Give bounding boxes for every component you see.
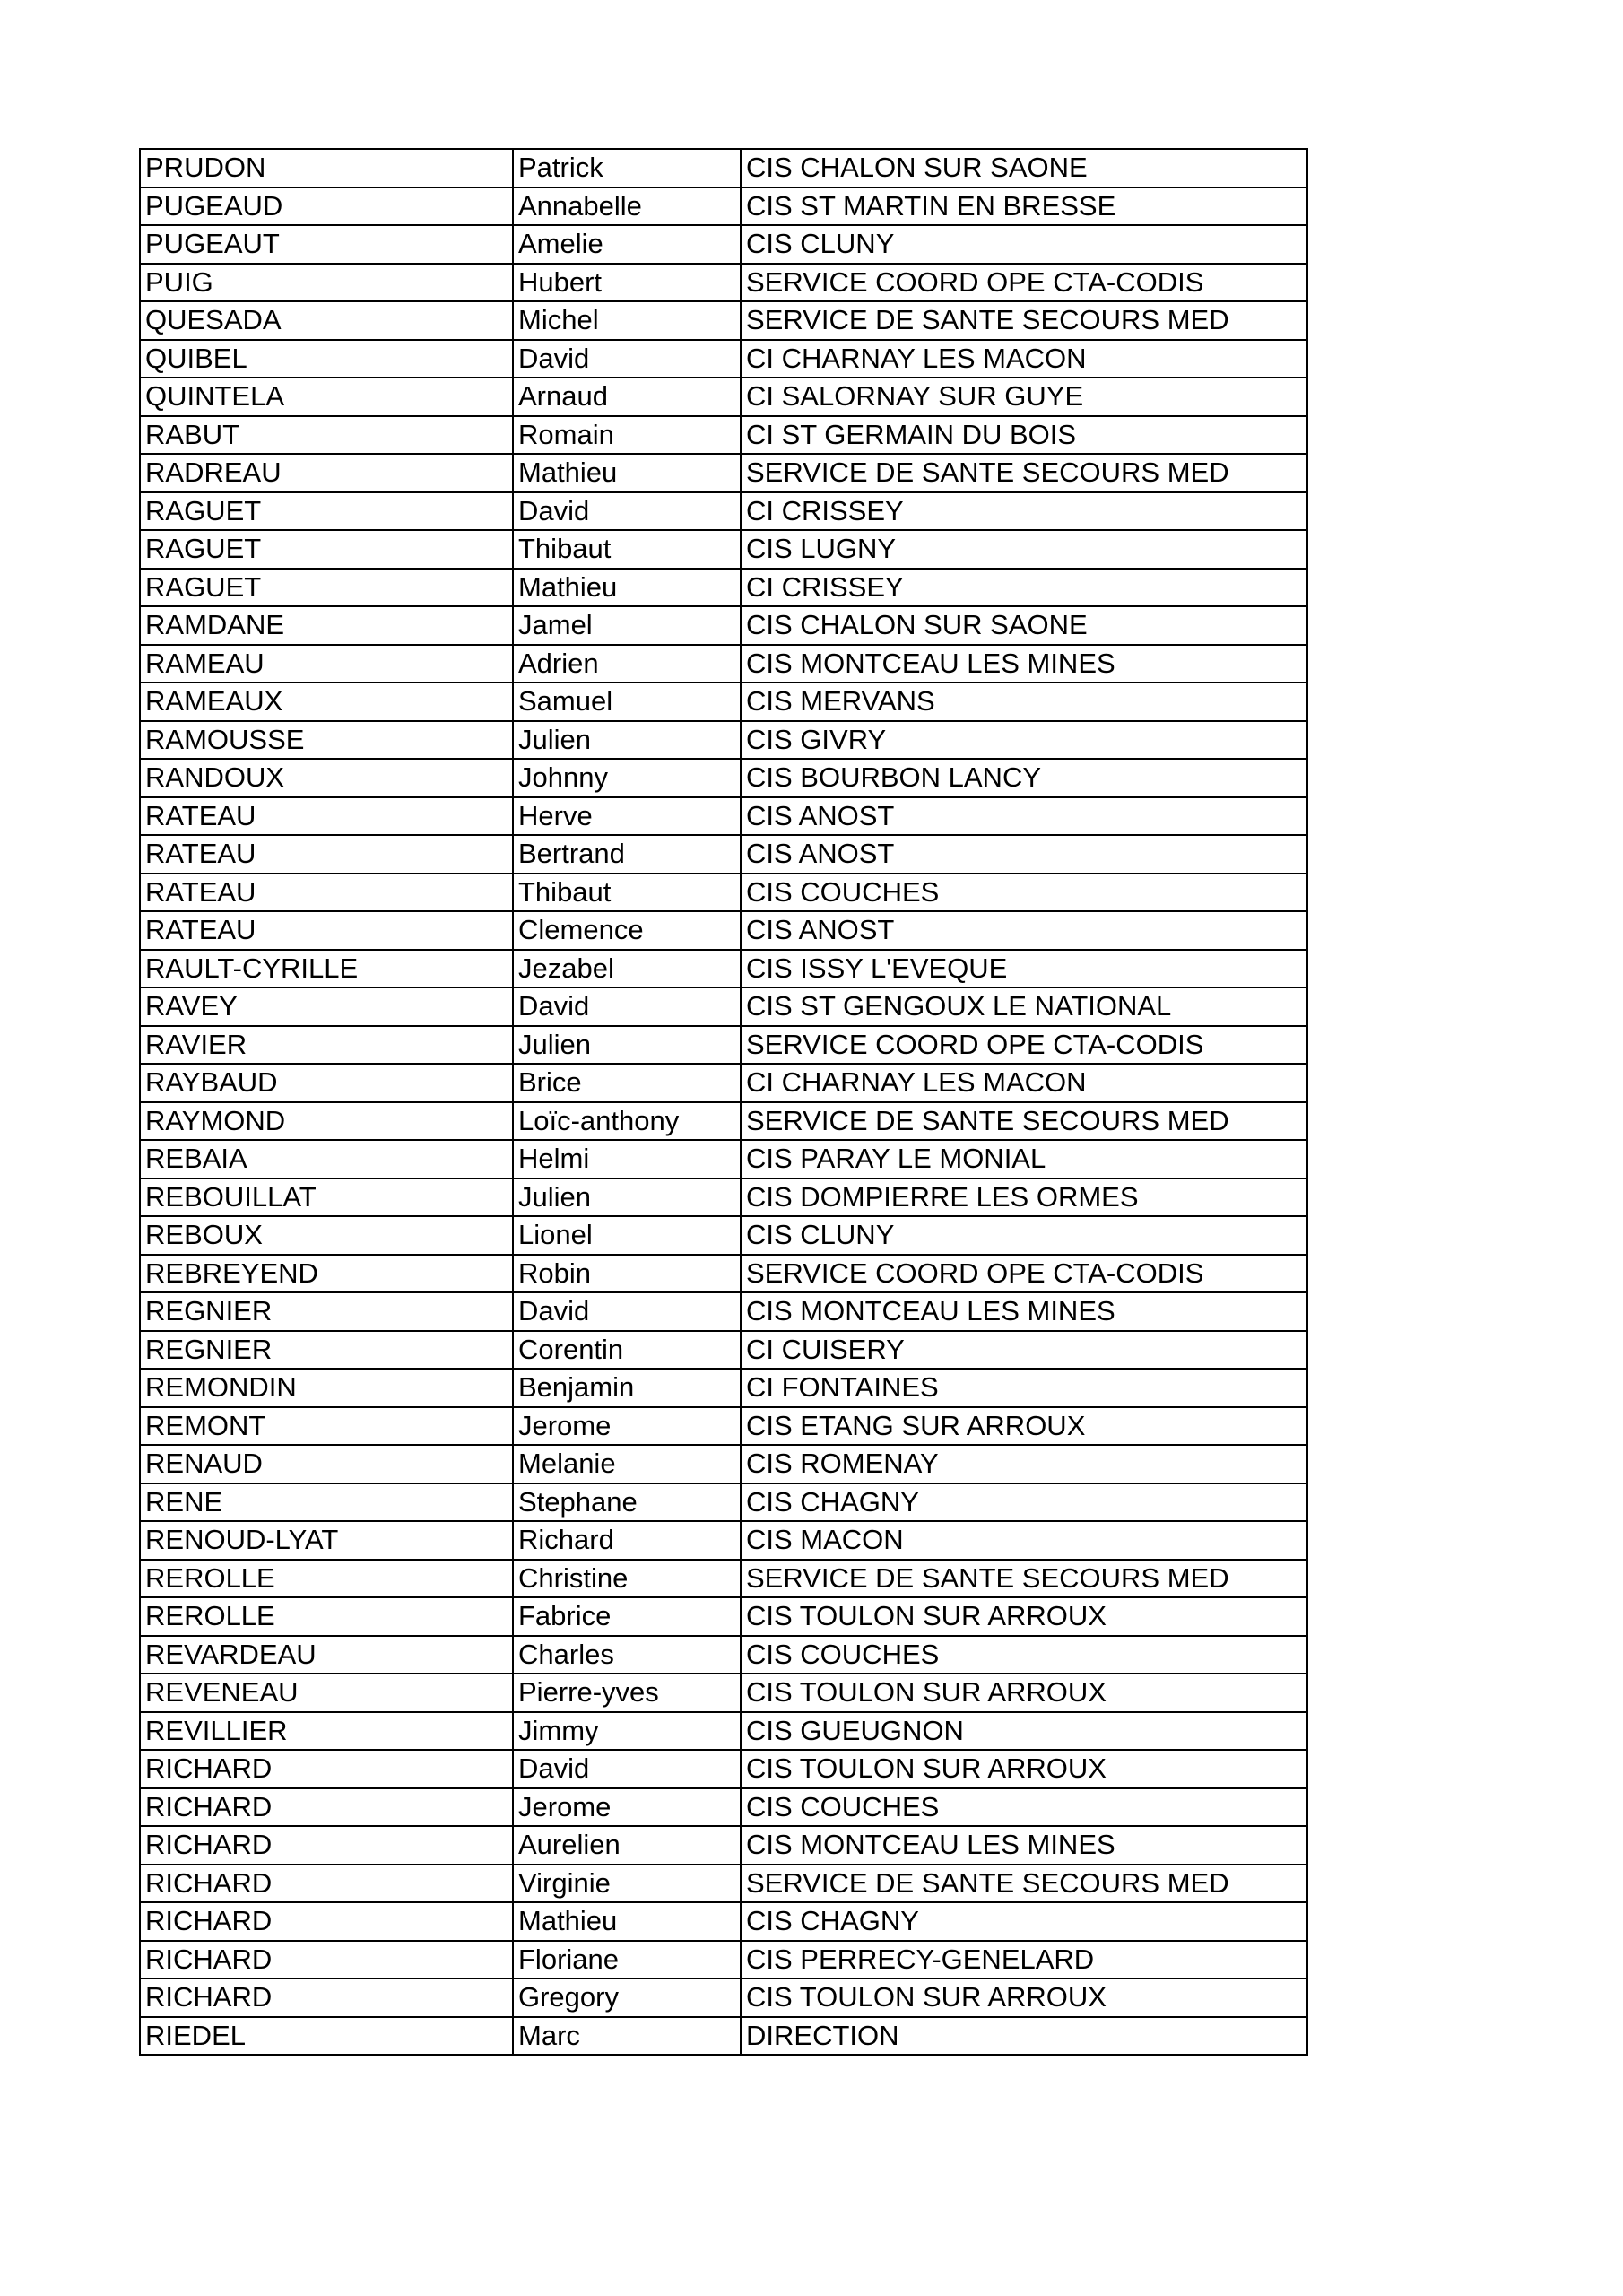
unit-cell: CI ST GERMAIN DU BOIS (741, 416, 1307, 455)
unit-cell: DIRECTION (741, 2017, 1307, 2056)
unit-cell: CI CHARNAY LES MACON (741, 340, 1307, 378)
table-row (140, 1445, 1307, 1483)
unit-cell: CIS CLUNY (741, 1216, 1307, 1255)
first-name-cell: Thibaut (513, 530, 741, 569)
last-name-cell: RABUT (140, 416, 513, 455)
table-row (140, 1483, 1307, 1522)
table-row (140, 454, 1307, 492)
table-row (140, 835, 1307, 874)
table-row (140, 1674, 1307, 1712)
unit-cell: SERVICE DE SANTE SECOURS MED (741, 1102, 1307, 1141)
unit-cell: CIS MONTCEAU LES MINES (741, 1292, 1307, 1331)
unit-cell: CIS COUCHES (741, 874, 1307, 912)
table-row (140, 1712, 1307, 1751)
last-name-cell: RICHARD (140, 1750, 513, 1788)
table-row (140, 301, 1307, 340)
first-name-cell: Amelie (513, 225, 741, 264)
unit-cell: CIS TOULON SUR ARROUX (741, 1674, 1307, 1712)
first-name-cell: Julien (513, 721, 741, 760)
last-name-cell: RAVEY (140, 987, 513, 1026)
unit-cell: CIS TOULON SUR ARROUX (741, 1979, 1307, 2017)
table-row (140, 1941, 1307, 1979)
last-name-cell: RATEAU (140, 911, 513, 950)
unit-cell: CIS ST MARTIN EN BRESSE (741, 187, 1307, 226)
first-name-cell: Mathieu (513, 454, 741, 492)
table-row (140, 1331, 1307, 1370)
unit-cell: CIS ANOST (741, 911, 1307, 950)
unit-cell: SERVICE DE SANTE SECOURS MED (741, 301, 1307, 340)
table-row (140, 987, 1307, 1026)
first-name-cell: Thibaut (513, 874, 741, 912)
last-name-cell: REVARDEAU (140, 1636, 513, 1674)
table-row (140, 606, 1307, 645)
roster-body (140, 149, 1307, 2055)
first-name-cell: Christine (513, 1560, 741, 1598)
unit-cell: CIS CHALON SUR SAONE (741, 149, 1307, 187)
unit-cell: CI SALORNAY SUR GUYE (741, 378, 1307, 416)
last-name-cell: QUINTELA (140, 378, 513, 416)
last-name-cell: REMONDIN (140, 1369, 513, 1407)
unit-cell: CIS ST GENGOUX LE NATIONAL (741, 987, 1307, 1026)
unit-cell: SERVICE DE SANTE SECOURS MED (741, 454, 1307, 492)
first-name-cell: Helmi (513, 1140, 741, 1178)
table-row (140, 225, 1307, 264)
table-row (140, 530, 1307, 569)
table-row (140, 1979, 1307, 2017)
unit-cell: CIS BOURBON LANCY (741, 759, 1307, 797)
table-row (140, 721, 1307, 760)
first-name-cell: Jimmy (513, 1712, 741, 1751)
table-row (140, 1902, 1307, 1941)
last-name-cell: RAULT-CYRILLE (140, 950, 513, 988)
last-name-cell: REBOUILLAT (140, 1178, 513, 1217)
table-row (140, 1560, 1307, 1598)
first-name-cell: Arnaud (513, 378, 741, 416)
unit-cell: CIS CLUNY (741, 225, 1307, 264)
unit-cell: SERVICE DE SANTE SECOURS MED (741, 1865, 1307, 1903)
unit-cell: CI CHARNAY LES MACON (741, 1064, 1307, 1102)
unit-cell: CI CUISERY (741, 1331, 1307, 1370)
unit-cell: CIS GUEUGNON (741, 1712, 1307, 1751)
table-row (140, 1292, 1307, 1331)
table-row (140, 950, 1307, 988)
table-row (140, 683, 1307, 721)
first-name-cell: David (513, 340, 741, 378)
first-name-cell: David (513, 1292, 741, 1331)
last-name-cell: RADREAU (140, 454, 513, 492)
table-row (140, 645, 1307, 683)
unit-cell: CIS ETANG SUR ARROUX (741, 1407, 1307, 1446)
last-name-cell: RAGUET (140, 530, 513, 569)
table-row (140, 416, 1307, 455)
last-name-cell: REBREYEND (140, 1255, 513, 1293)
first-name-cell: Julien (513, 1178, 741, 1217)
first-name-cell: Clemence (513, 911, 741, 950)
first-name-cell: Virginie (513, 1865, 741, 1903)
table-row (140, 340, 1307, 378)
first-name-cell: Annabelle (513, 187, 741, 226)
table-row (140, 1788, 1307, 1827)
last-name-cell: PRUDON (140, 149, 513, 187)
first-name-cell: Robin (513, 1255, 741, 1293)
last-name-cell: RAMEAUX (140, 683, 513, 721)
last-name-cell: REROLLE (140, 1597, 513, 1636)
last-name-cell: PUGEAUD (140, 187, 513, 226)
unit-cell: CIS PERRECY-GENELARD (741, 1941, 1307, 1979)
first-name-cell: Brice (513, 1064, 741, 1102)
first-name-cell: Floriane (513, 1941, 741, 1979)
first-name-cell: Patrick (513, 149, 741, 187)
last-name-cell: QUESADA (140, 301, 513, 340)
unit-cell: SERVICE DE SANTE SECOURS MED (741, 1560, 1307, 1598)
unit-cell: CIS MERVANS (741, 683, 1307, 721)
last-name-cell: REBOUX (140, 1216, 513, 1255)
last-name-cell: RATEAU (140, 835, 513, 874)
table-row (140, 797, 1307, 836)
unit-cell: CIS COUCHES (741, 1636, 1307, 1674)
unit-cell: CIS CHAGNY (741, 1902, 1307, 1941)
table-row (140, 1521, 1307, 1560)
unit-cell: SERVICE COORD OPE CTA-CODIS (741, 1026, 1307, 1065)
table-row (140, 759, 1307, 797)
unit-cell: SERVICE COORD OPE CTA-CODIS (741, 264, 1307, 302)
last-name-cell: PUIG (140, 264, 513, 302)
first-name-cell: Adrien (513, 645, 741, 683)
first-name-cell: Jezabel (513, 950, 741, 988)
table-row (140, 149, 1307, 187)
roster-table (139, 148, 1308, 2056)
last-name-cell: RAYBAUD (140, 1064, 513, 1102)
unit-cell: CIS COUCHES (741, 1788, 1307, 1827)
last-name-cell: RICHARD (140, 1902, 513, 1941)
first-name-cell: Melanie (513, 1445, 741, 1483)
table-row (140, 1178, 1307, 1217)
unit-cell: CIS CHAGNY (741, 1483, 1307, 1522)
last-name-cell: RICHARD (140, 1826, 513, 1865)
last-name-cell: RENOUD-LYAT (140, 1521, 513, 1560)
last-name-cell: REVENEAU (140, 1674, 513, 1712)
last-name-cell: REVILLIER (140, 1712, 513, 1751)
last-name-cell: RANDOUX (140, 759, 513, 797)
first-name-cell: David (513, 492, 741, 531)
first-name-cell: Stephane (513, 1483, 741, 1522)
unit-cell: CIS ANOST (741, 797, 1307, 836)
first-name-cell: Michel (513, 301, 741, 340)
unit-cell: CIS ANOST (741, 835, 1307, 874)
last-name-cell: REGNIER (140, 1292, 513, 1331)
first-name-cell: David (513, 1750, 741, 1788)
first-name-cell: Marc (513, 2017, 741, 2056)
first-name-cell: Mathieu (513, 569, 741, 607)
last-name-cell: REMONT (140, 1407, 513, 1446)
first-name-cell: Jerome (513, 1407, 741, 1446)
unit-cell: CIS CHALON SUR SAONE (741, 606, 1307, 645)
first-name-cell: Johnny (513, 759, 741, 797)
last-name-cell: RAVIER (140, 1026, 513, 1065)
first-name-cell: Hubert (513, 264, 741, 302)
last-name-cell: RAMEAU (140, 645, 513, 683)
first-name-cell: Loïc-anthony (513, 1102, 741, 1141)
last-name-cell: RICHARD (140, 1788, 513, 1827)
last-name-cell: RIEDEL (140, 2017, 513, 2056)
table-row (140, 1826, 1307, 1865)
unit-cell: CI CRISSEY (741, 492, 1307, 531)
first-name-cell: Julien (513, 1026, 741, 1065)
table-row (140, 492, 1307, 531)
table-row (140, 1216, 1307, 1255)
unit-cell: CIS PARAY LE MONIAL (741, 1140, 1307, 1178)
last-name-cell: RATEAU (140, 874, 513, 912)
last-name-cell: REBAIA (140, 1140, 513, 1178)
table-row (140, 1407, 1307, 1446)
unit-cell: CIS DOMPIERRE LES ORMES (741, 1178, 1307, 1217)
first-name-cell: Aurelien (513, 1826, 741, 1865)
first-name-cell: Bertrand (513, 835, 741, 874)
table-row (140, 1026, 1307, 1065)
first-name-cell: Corentin (513, 1331, 741, 1370)
last-name-cell: RAYMOND (140, 1102, 513, 1141)
last-name-cell: RENE (140, 1483, 513, 1522)
last-name-cell: RENAUD (140, 1445, 513, 1483)
unit-cell: CIS TOULON SUR ARROUX (741, 1597, 1307, 1636)
first-name-cell: Jerome (513, 1788, 741, 1827)
unit-cell: SERVICE COORD OPE CTA-CODIS (741, 1255, 1307, 1293)
first-name-cell: Samuel (513, 683, 741, 721)
unit-cell: CIS ROMENAY (741, 1445, 1307, 1483)
first-name-cell: Charles (513, 1636, 741, 1674)
table-row (140, 1255, 1307, 1293)
table-row (140, 1102, 1307, 1141)
table-row (140, 1636, 1307, 1674)
table-row (140, 874, 1307, 912)
table-row (140, 264, 1307, 302)
unit-cell: CIS GIVRY (741, 721, 1307, 760)
last-name-cell: QUIBEL (140, 340, 513, 378)
unit-cell: CIS MONTCEAU LES MINES (741, 1826, 1307, 1865)
table-row (140, 2017, 1307, 2056)
first-name-cell: Richard (513, 1521, 741, 1560)
last-name-cell: RICHARD (140, 1865, 513, 1903)
last-name-cell: RAGUET (140, 492, 513, 531)
unit-cell: CIS ISSY L'EVEQUE (741, 950, 1307, 988)
first-name-cell: Fabrice (513, 1597, 741, 1636)
unit-cell: CIS MONTCEAU LES MINES (741, 645, 1307, 683)
last-name-cell: RAMDANE (140, 606, 513, 645)
last-name-cell: RATEAU (140, 797, 513, 836)
table-row (140, 187, 1307, 226)
first-name-cell: Benjamin (513, 1369, 741, 1407)
unit-cell: CIS MACON (741, 1521, 1307, 1560)
unit-cell: CI CRISSEY (741, 569, 1307, 607)
last-name-cell: RAMOUSSE (140, 721, 513, 760)
table-row (140, 1750, 1307, 1788)
last-name-cell: REROLLE (140, 1560, 513, 1598)
table-row (140, 1865, 1307, 1903)
first-name-cell: Romain (513, 416, 741, 455)
table-row (140, 378, 1307, 416)
last-name-cell: REGNIER (140, 1331, 513, 1370)
table-row (140, 1597, 1307, 1636)
first-name-cell: David (513, 987, 741, 1026)
table-row (140, 1064, 1307, 1102)
first-name-cell: Mathieu (513, 1902, 741, 1941)
unit-cell: CIS TOULON SUR ARROUX (741, 1750, 1307, 1788)
first-name-cell: Herve (513, 797, 741, 836)
unit-cell: CIS LUGNY (741, 530, 1307, 569)
first-name-cell: Gregory (513, 1979, 741, 2017)
last-name-cell: RICHARD (140, 1979, 513, 2017)
table-row (140, 1369, 1307, 1407)
table-row (140, 911, 1307, 950)
first-name-cell: Pierre-yves (513, 1674, 741, 1712)
last-name-cell: RICHARD (140, 1941, 513, 1979)
first-name-cell: Lionel (513, 1216, 741, 1255)
unit-cell: CI FONTAINES (741, 1369, 1307, 1407)
table-row (140, 1140, 1307, 1178)
first-name-cell: Jamel (513, 606, 741, 645)
last-name-cell: PUGEAUT (140, 225, 513, 264)
last-name-cell: RAGUET (140, 569, 513, 607)
table-row (140, 569, 1307, 607)
